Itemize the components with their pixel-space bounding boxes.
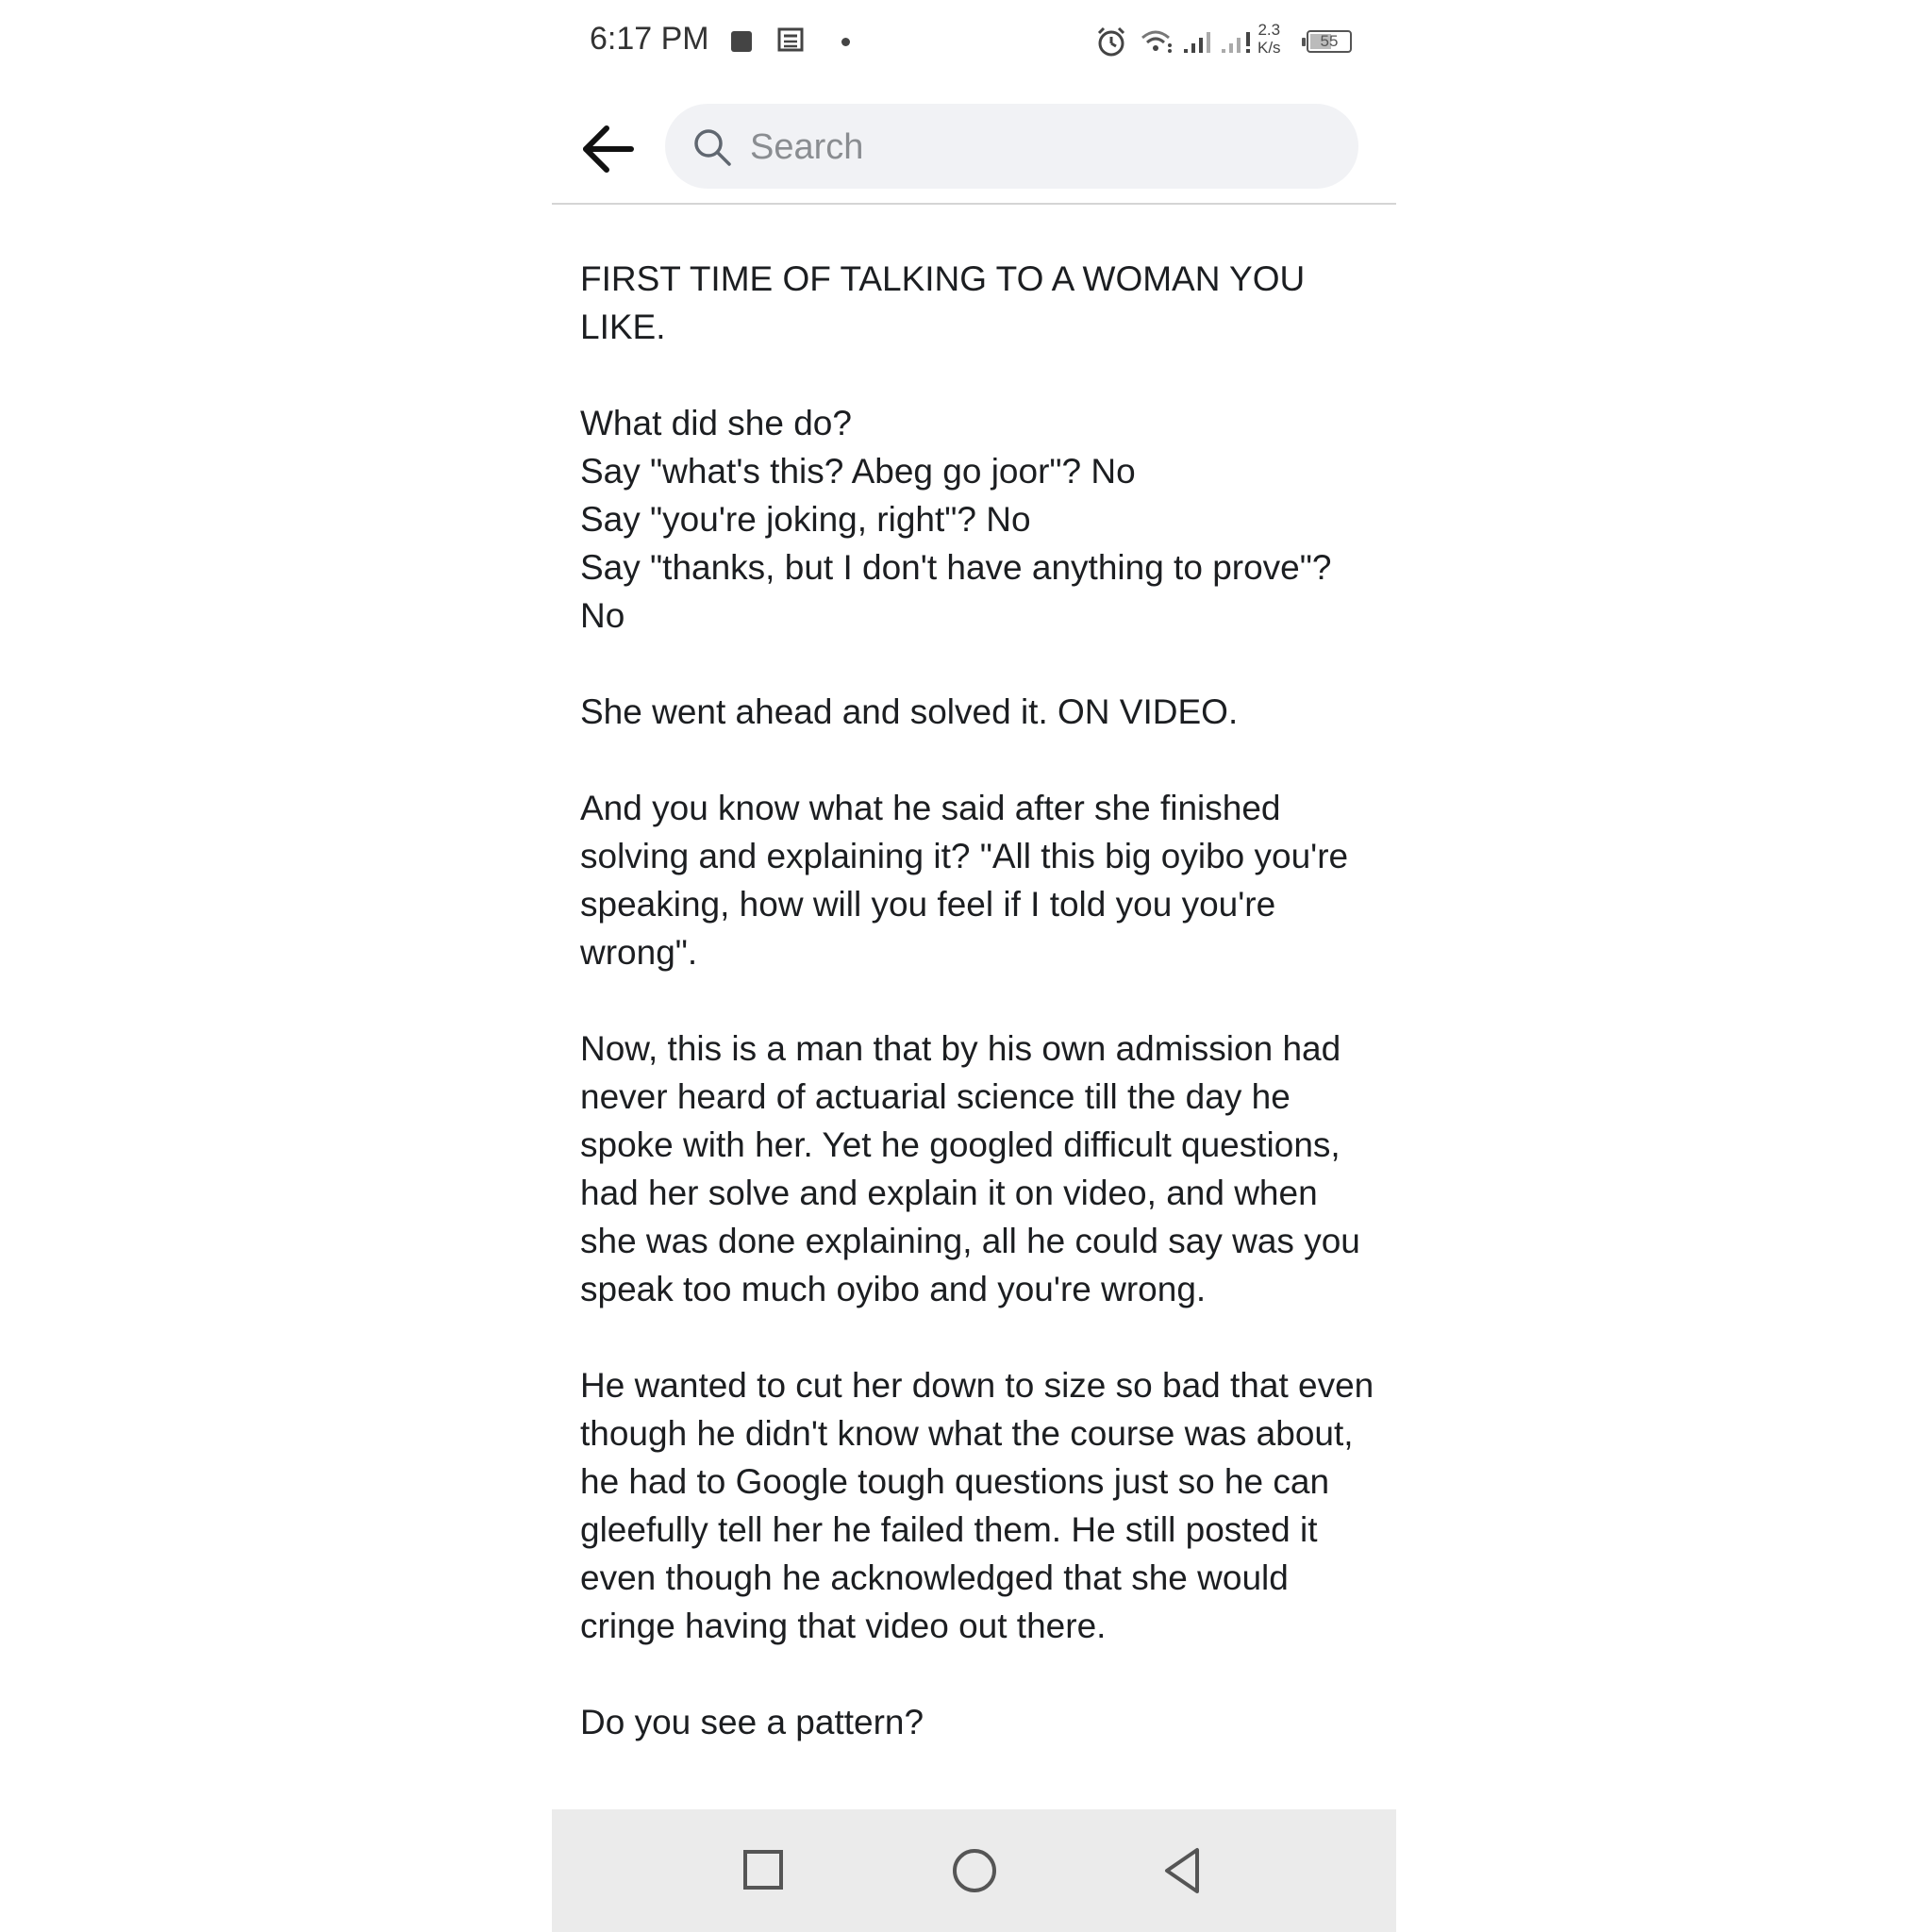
post-paragraph: He wanted to cut her down to size so bad that even though he didn't know what the course was about, he had to Google tough questions just so he can gleefully tell her he failed them. He still posted it even though he acknowledged that she would cringe having that video out there. <box>580 1366 1384 1645</box>
phone-screen <box>552 0 1396 1932</box>
post-paragraph: What did she do? Say "what's this? Abeg go joor"? No Say "you're joking, right"? No Say "thanks, but I don't have anything to prove"? No <box>580 404 1332 635</box>
recent-apps-icon <box>736 1842 792 1899</box>
post-paragraph: Do you see a pattern? <box>580 1703 924 1741</box>
search-box[interactable] <box>665 104 1358 189</box>
dot-icon <box>841 38 850 46</box>
network-speed-value: 2.3 <box>1257 21 1281 39</box>
home-icon <box>946 1842 1003 1899</box>
network-speed <box>1257 21 1281 57</box>
search-input[interactable] <box>748 121 1337 174</box>
alarm-icon <box>1094 25 1128 63</box>
post-paragraph: Now, this is a man that by his own admission had never heard of actuarial science till the day he spoke with her. Yet he googled difficult questions, had her solve and explain it on video, and when she was done explaining, all he could say was you speak too much oyibo and you're wrong. <box>580 1029 1371 1308</box>
back-icon <box>1156 1842 1212 1899</box>
post-paragraph: FIRST TIME OF TALKING TO A WOMAN YOU LIKE. <box>580 259 1315 346</box>
search-icon <box>691 126 733 173</box>
news-icon <box>776 26 805 59</box>
nav-back-button[interactable] <box>1156 1842 1212 1899</box>
signal-icon <box>1182 26 1220 61</box>
home-button[interactable] <box>946 1842 1003 1899</box>
back-button[interactable] <box>580 121 637 177</box>
top-search-bar <box>552 85 1396 205</box>
status-time: 6:17 PM <box>590 21 709 57</box>
recent-apps-button[interactable] <box>736 1842 792 1899</box>
post-body <box>580 255 1384 1809</box>
signal-no-data-icon <box>1220 26 1257 61</box>
status-bar <box>552 0 1396 85</box>
battery-level: 55 <box>1320 32 1339 50</box>
wifi-icon <box>1139 26 1176 61</box>
arrow-left-icon <box>580 121 637 177</box>
stop-icon <box>731 31 752 52</box>
navigation-bar <box>552 1809 1396 1932</box>
post-paragraph: She went ahead and solved it. ON VIDEO. <box>580 692 1239 731</box>
post-paragraph: And you know what he said after she finished solving and explaining it? "All this big oyibo you're speaking, how will you feel if I told you you're wrong". <box>580 789 1358 972</box>
battery-icon <box>1307 30 1352 53</box>
network-speed-unit: K/s <box>1257 39 1281 57</box>
